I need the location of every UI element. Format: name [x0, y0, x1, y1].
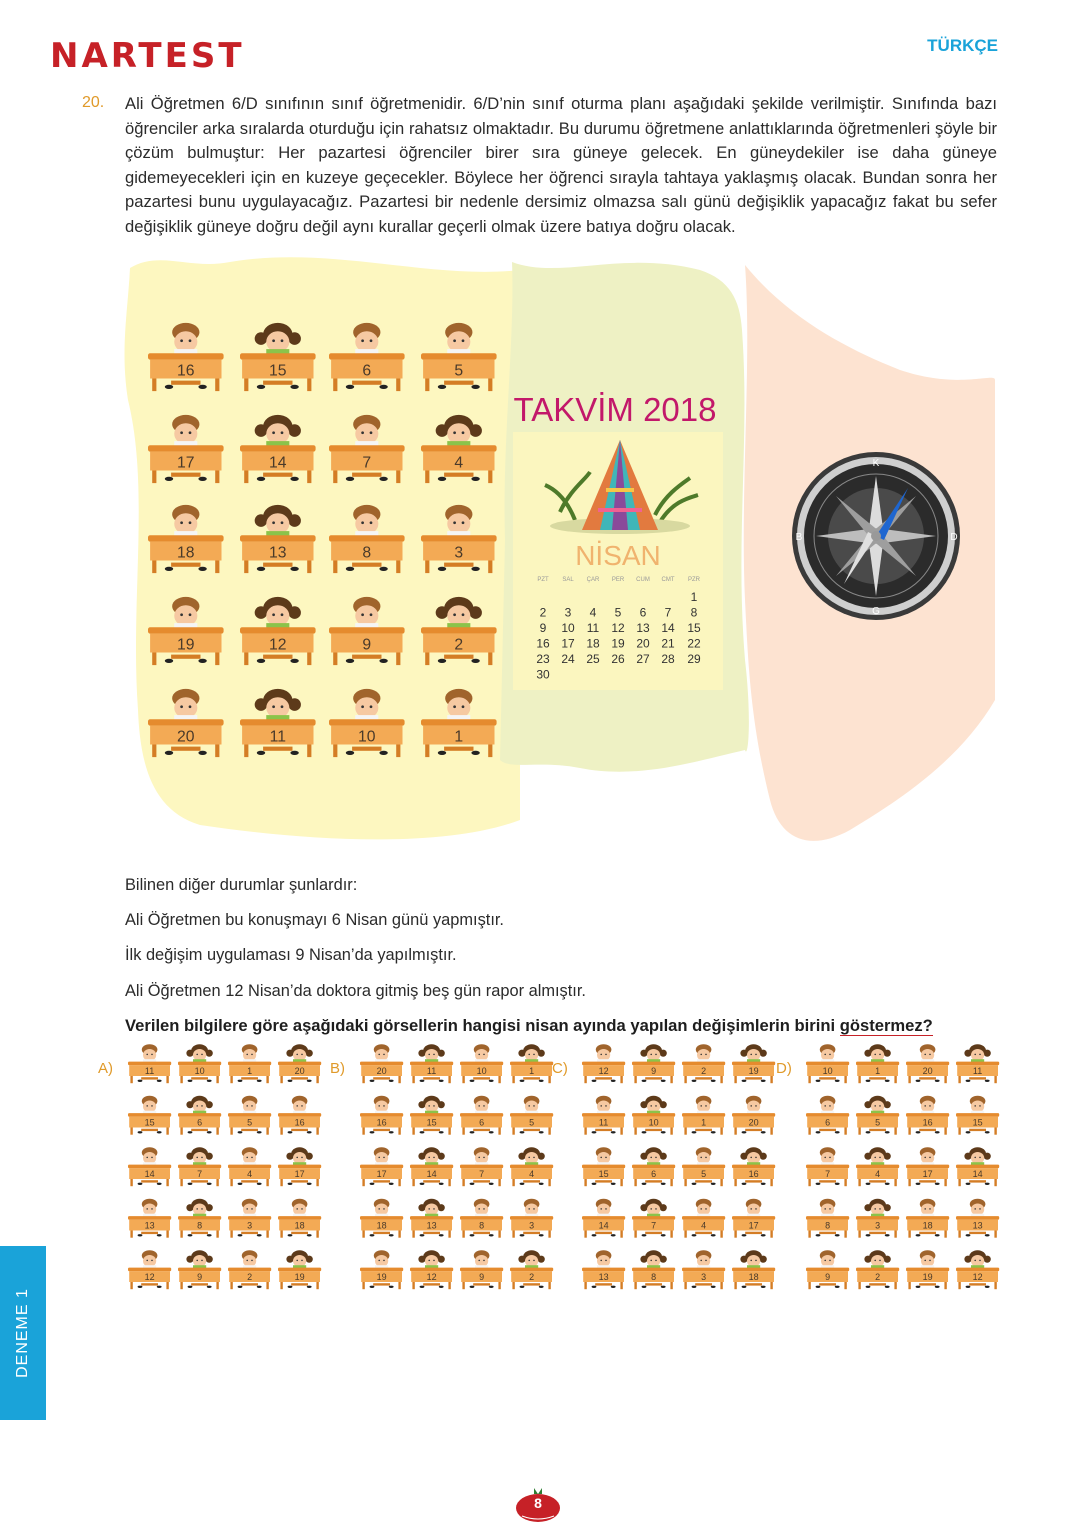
option-desk-number: 7 — [825, 1169, 831, 1180]
calendar-day-header: ÇAR — [586, 577, 600, 583]
option-desk-number: 20 — [748, 1117, 759, 1128]
seating-desk-number: 1 — [454, 728, 464, 746]
option-desk — [360, 1199, 403, 1238]
calendar-date: 26 — [611, 652, 625, 666]
option-desk — [732, 1250, 775, 1289]
seating-desk-number: 17 — [177, 454, 195, 472]
calendar-date: 20 — [636, 636, 650, 651]
option-desk-number: 18 — [294, 1220, 305, 1231]
option-desk-number: 18 — [922, 1220, 933, 1231]
option-desk — [856, 1199, 899, 1238]
compass-east-label: D — [950, 532, 958, 543]
calendar-day-header: PZT — [537, 577, 549, 583]
option-desk — [632, 1199, 675, 1238]
option-desk — [632, 1096, 675, 1135]
option-desk-number: 1 — [875, 1066, 881, 1077]
compass-south-label: G — [872, 606, 880, 617]
option-desk-number: 6 — [651, 1169, 657, 1180]
option-desk-number: 1 — [247, 1066, 253, 1077]
option-desk — [806, 1096, 849, 1135]
option-desk — [956, 1096, 999, 1135]
option-desk-number: 5 — [529, 1117, 535, 1128]
calendar-date: 19 — [611, 636, 625, 651]
question-prompt-emphasis: göstermez? — [839, 1016, 933, 1035]
option-desk-number: 9 — [825, 1272, 831, 1283]
subject-title: TÜRKÇE — [927, 36, 998, 55]
option-desk-number: 13 — [972, 1220, 983, 1231]
option-desk-number: 12 — [426, 1272, 437, 1283]
calendar-day-header: CUM — [636, 577, 650, 583]
seating-desk-number: 15 — [269, 362, 287, 380]
seating-desk-number: 8 — [362, 544, 372, 562]
option-desk — [228, 1250, 271, 1289]
option-desk — [410, 1199, 453, 1238]
option-desk-number: 14 — [426, 1169, 437, 1180]
option-desk — [632, 1250, 675, 1289]
option-desk-number: 8 — [651, 1272, 657, 1283]
option-desk — [906, 1199, 949, 1238]
calendar-date: 6 — [639, 605, 647, 620]
calendar-date: 30 — [536, 667, 550, 682]
option-desk — [732, 1147, 775, 1186]
calendar-date: 7 — [664, 605, 672, 620]
seating-desk-number: 14 — [269, 454, 287, 472]
option-desk-number: 19 — [376, 1272, 387, 1283]
option-desk — [410, 1250, 453, 1289]
calendar-date: 17 — [561, 636, 575, 651]
option-desk-number: 17 — [294, 1169, 305, 1180]
option-desk — [128, 1096, 171, 1135]
question-text: Ali Öğretmen 6/D sınıfının sınıf öğretmenidir. 6/D’nin sınıf oturma planı aşağıdaki şekilde verilmiştir. Sınıfında bazı öğrenciler arka sıralarda oturduğu için rahatsız olmaktadır. Bu durumu öğretmene anlattıklarında öğretmenleri şöyle bir çözüm bulmuştur: Her pazartesi öğrenciler birer sıra güneye gelecek. En güneydekiler ise daha güneye gidemeyecekleri için en kuzeye geçecekler. Böylece her öğrenci sırayla tahtaya yaklaşmış olacak. Bundan sonra her pazartesi bunu uygulayacağız. Pazartesi bir nedenle dersimiz olmazsa salı günü değişiklik yapacağız fakat bu sefer değişiklik güneye doğru değil aynı kurallar geçerli olmak üzere batıya doğru olacak. — [125, 94, 997, 236]
page-number-badge — [512, 1486, 564, 1526]
option-desk-number: 2 — [875, 1272, 881, 1283]
option-desk — [682, 1044, 725, 1083]
option-label[interactable]: D) — [776, 1060, 792, 1077]
option-desk — [956, 1044, 999, 1083]
calendar-date: 4 — [589, 605, 597, 620]
option-desk-number: 10 — [822, 1066, 833, 1077]
calendar-date: 25 — [586, 652, 600, 666]
option-desk-number: 7 — [651, 1220, 657, 1231]
option-desk-number: 1 — [701, 1117, 707, 1128]
option-desk-number: 16 — [922, 1117, 933, 1128]
seating-desk-number: 20 — [177, 728, 195, 746]
option-desk — [682, 1147, 725, 1186]
option-desk — [228, 1096, 271, 1135]
option-desk — [582, 1199, 625, 1238]
option-desk — [806, 1147, 849, 1186]
question-prompt — [125, 1016, 1005, 1036]
option-desk — [806, 1250, 849, 1289]
option-desk-number: 6 — [479, 1117, 485, 1128]
option-desk-number: 6 — [825, 1117, 831, 1128]
option-desk — [856, 1250, 899, 1289]
option-desk-number: 15 — [426, 1117, 437, 1128]
option-desk-number: 20 — [376, 1066, 387, 1077]
option-desk-number: 14 — [972, 1169, 983, 1180]
option-desk-number: 19 — [294, 1272, 305, 1283]
compass-west-label: B — [795, 532, 803, 543]
calendar-day-header: PER — [611, 577, 625, 583]
option-desk — [906, 1096, 949, 1135]
option-desk-number: 3 — [875, 1220, 881, 1231]
compass-icon — [792, 452, 960, 620]
seating-desk-number: 13 — [269, 544, 287, 562]
option-desk — [582, 1147, 625, 1186]
calendar-date: 15 — [687, 621, 701, 635]
option-desk — [360, 1147, 403, 1186]
seating-desk-number: 3 — [454, 544, 464, 562]
option-desk-number: 17 — [376, 1169, 387, 1180]
fact-item: Ali Öğretmen 12 Nisan’da doktora gitmiş beş gün rapor almıştır. — [125, 982, 586, 1000]
option-desk-number: 14 — [598, 1220, 609, 1231]
option-desk-number: 5 — [875, 1117, 881, 1128]
option-desk — [806, 1044, 849, 1083]
option-label[interactable]: C) — [552, 1060, 568, 1077]
option-desk-number: 19 — [922, 1272, 933, 1283]
option-desk — [178, 1147, 221, 1186]
calendar-date: 23 — [536, 652, 550, 666]
question-number: 20. — [82, 94, 105, 111]
option-desk-number: 2 — [701, 1066, 707, 1077]
calendar-title: TAKVİM 2018 — [513, 391, 717, 428]
option-desk — [128, 1199, 171, 1238]
option-desk-number: 8 — [825, 1220, 831, 1231]
facts-intro: Bilinen diğer durumlar şunlardır: — [125, 876, 358, 894]
option-desk-number: 2 — [247, 1272, 253, 1283]
calendar-date: 29 — [687, 652, 701, 666]
option-desk-number: 13 — [144, 1220, 155, 1231]
option-desk-number: 16 — [376, 1117, 387, 1128]
option-desk-number: 19 — [748, 1066, 759, 1077]
option-desk-number: 10 — [476, 1066, 487, 1077]
calendar-date: 21 — [661, 636, 675, 651]
calendar-day-header: SAL — [562, 577, 574, 583]
option-desk-number: 16 — [748, 1169, 759, 1180]
option-desk-number: 12 — [598, 1066, 609, 1077]
option-desk-number: 9 — [651, 1066, 657, 1077]
option-desk-number: 3 — [529, 1220, 535, 1231]
seating-desk-number: 2 — [454, 636, 464, 654]
calendar-date: 18 — [586, 636, 600, 651]
calendar-date: 3 — [564, 605, 572, 620]
option-desk-number: 11 — [598, 1117, 609, 1128]
option-desk — [510, 1199, 553, 1238]
option-desk — [178, 1250, 221, 1289]
option-desk-number: 18 — [748, 1272, 759, 1283]
option-desk — [178, 1096, 221, 1135]
fact-item: İlk değişim uygulaması 9 Nisan’da yapılmıştır. — [125, 946, 457, 964]
option-desk — [956, 1250, 999, 1289]
option-desk — [360, 1044, 403, 1083]
calendar-day-header: PZR — [688, 577, 700, 583]
option-desk — [856, 1096, 899, 1135]
option-desk-number: 14 — [144, 1169, 155, 1180]
option-desk — [956, 1147, 999, 1186]
option-desk — [278, 1044, 321, 1083]
calendar-date: 11 — [586, 621, 600, 635]
page-number: 8 — [534, 1495, 542, 1511]
option-desk — [228, 1199, 271, 1238]
calendar-date: 24 — [561, 652, 575, 666]
option-desk — [510, 1044, 553, 1083]
calendar-date: 27 — [636, 652, 650, 666]
option-desk — [410, 1147, 453, 1186]
option-label[interactable]: B) — [330, 1060, 345, 1077]
option-desk-number: 18 — [376, 1220, 387, 1231]
option-desk-number: 9 — [479, 1272, 485, 1283]
option-desk-number: 4 — [529, 1169, 535, 1180]
option-desk — [410, 1096, 453, 1135]
option-desk-number: 17 — [922, 1169, 933, 1180]
calendar-date: 10 — [561, 621, 575, 635]
option-desk — [906, 1044, 949, 1083]
option-desk-number: 3 — [701, 1272, 707, 1283]
option-desk — [582, 1250, 625, 1289]
option-desk-number: 17 — [748, 1220, 759, 1231]
option-desk — [510, 1147, 553, 1186]
option-desk — [906, 1250, 949, 1289]
seating-desk-number: 12 — [269, 636, 287, 654]
option-desk-number: 4 — [247, 1169, 253, 1180]
calendar-date: 8 — [690, 605, 698, 620]
option-desk-number: 20 — [294, 1066, 305, 1077]
option-desk — [682, 1199, 725, 1238]
seating-desk-number: 6 — [362, 362, 372, 380]
option-desk — [806, 1199, 849, 1238]
option-desk-number: 16 — [294, 1117, 305, 1128]
calendar-date: 13 — [636, 621, 650, 635]
seating-desk-number: 5 — [454, 362, 464, 380]
option-desk — [632, 1147, 675, 1186]
option-desk — [856, 1147, 899, 1186]
calendar-date: 12 — [611, 621, 625, 635]
calendar-date: 1 — [690, 590, 698, 604]
seating-desk-number: 7 — [362, 454, 372, 472]
seating-desk-number: 9 — [362, 636, 372, 654]
option-desk — [128, 1044, 171, 1083]
option-desk — [732, 1096, 775, 1135]
option-desk — [278, 1199, 321, 1238]
option-desk — [460, 1147, 503, 1186]
option-desk-number: 9 — [197, 1272, 203, 1283]
option-desk — [228, 1044, 271, 1083]
option-desk-number: 7 — [479, 1169, 485, 1180]
answer-options — [0, 1040, 1080, 1300]
option-desk — [732, 1199, 775, 1238]
calendar-date: 22 — [687, 636, 701, 651]
option-desk — [682, 1096, 725, 1135]
calendar-date: 28 — [661, 652, 675, 666]
option-desk-number: 4 — [875, 1169, 881, 1180]
calendar-date: 16 — [536, 636, 550, 651]
option-desk — [360, 1096, 403, 1135]
option-desk — [632, 1044, 675, 1083]
question-prompt-text: Verilen bilgilere göre aşağıdaki görsellerin hangisi nisan ayında yapılan değişimlerin birini — [125, 1016, 840, 1035]
option-desk — [682, 1250, 725, 1289]
option-desk-number: 20 — [922, 1066, 933, 1077]
option-desk-number: 11 — [972, 1066, 983, 1077]
option-desk-number: 4 — [701, 1220, 707, 1231]
seating-desk-number: 16 — [177, 362, 195, 380]
option-label[interactable]: A) — [98, 1060, 113, 1077]
option-desk-number: 12 — [972, 1272, 983, 1283]
option-desk — [128, 1147, 171, 1186]
option-desk-number: 15 — [144, 1117, 155, 1128]
option-desk-number: 3 — [247, 1220, 253, 1231]
option-desk-number: 11 — [426, 1066, 437, 1077]
seating-desk-number: 18 — [177, 544, 195, 562]
option-desk-number: 8 — [479, 1220, 485, 1231]
option-desk — [906, 1147, 949, 1186]
calendar-day-header: CMT — [661, 577, 675, 583]
option-desk-number: 8 — [197, 1220, 203, 1231]
option-desk — [178, 1044, 221, 1083]
seating-desk-number: 4 — [454, 454, 464, 472]
option-desk — [510, 1096, 553, 1135]
option-desk — [582, 1096, 625, 1135]
option-desk-number: 7 — [197, 1169, 203, 1180]
option-desk-number: 11 — [144, 1066, 155, 1077]
calendar-month: NİSAN — [575, 540, 661, 571]
option-desk — [510, 1250, 553, 1289]
option-desk-number: 1 — [529, 1066, 535, 1077]
option-desk — [410, 1044, 453, 1083]
option-desk — [178, 1199, 221, 1238]
option-desk — [460, 1199, 503, 1238]
option-desk — [460, 1044, 503, 1083]
option-desk-number: 6 — [197, 1117, 203, 1128]
option-desk — [278, 1147, 321, 1186]
option-desk-number: 10 — [194, 1066, 205, 1077]
option-desk-number: 5 — [701, 1169, 707, 1180]
seating-desk-number: 10 — [358, 728, 376, 746]
option-desk-number: 13 — [426, 1220, 437, 1231]
option-desk — [360, 1250, 403, 1289]
calendar-date: 2 — [539, 605, 547, 620]
option-desk-number: 15 — [598, 1169, 609, 1180]
option-desk — [228, 1147, 271, 1186]
option-desk-number: 13 — [598, 1272, 609, 1283]
option-desk-number: 5 — [247, 1117, 253, 1128]
option-desk-number: 10 — [648, 1117, 659, 1128]
option-desk — [278, 1250, 321, 1289]
option-desk-number: 15 — [972, 1117, 983, 1128]
option-desk — [128, 1250, 171, 1289]
option-desk — [278, 1096, 321, 1135]
option-desk — [460, 1096, 503, 1135]
option-desk — [856, 1044, 899, 1083]
side-tab — [0, 1246, 46, 1420]
option-desk-number: 12 — [144, 1272, 155, 1283]
seating-desk-number: 19 — [177, 636, 195, 654]
calendar-date: 9 — [539, 621, 547, 635]
option-desk — [460, 1250, 503, 1289]
option-desk-number: 2 — [529, 1272, 535, 1283]
side-label: DENEME 1 — [14, 1288, 32, 1378]
option-desk — [956, 1199, 999, 1238]
option-desk — [732, 1044, 775, 1083]
seating-desk-number: 11 — [269, 728, 286, 746]
calendar-date: 14 — [661, 621, 675, 635]
calendar-date: 5 — [614, 605, 622, 620]
illustration — [0, 240, 1080, 850]
option-desk — [582, 1044, 625, 1083]
fact-item: Ali Öğretmen bu konuşmayı 6 Nisan günü yapmıştır. — [125, 911, 504, 929]
nartest-logo: NARTEST — [50, 36, 245, 76]
compass-north-label: K — [872, 458, 880, 469]
